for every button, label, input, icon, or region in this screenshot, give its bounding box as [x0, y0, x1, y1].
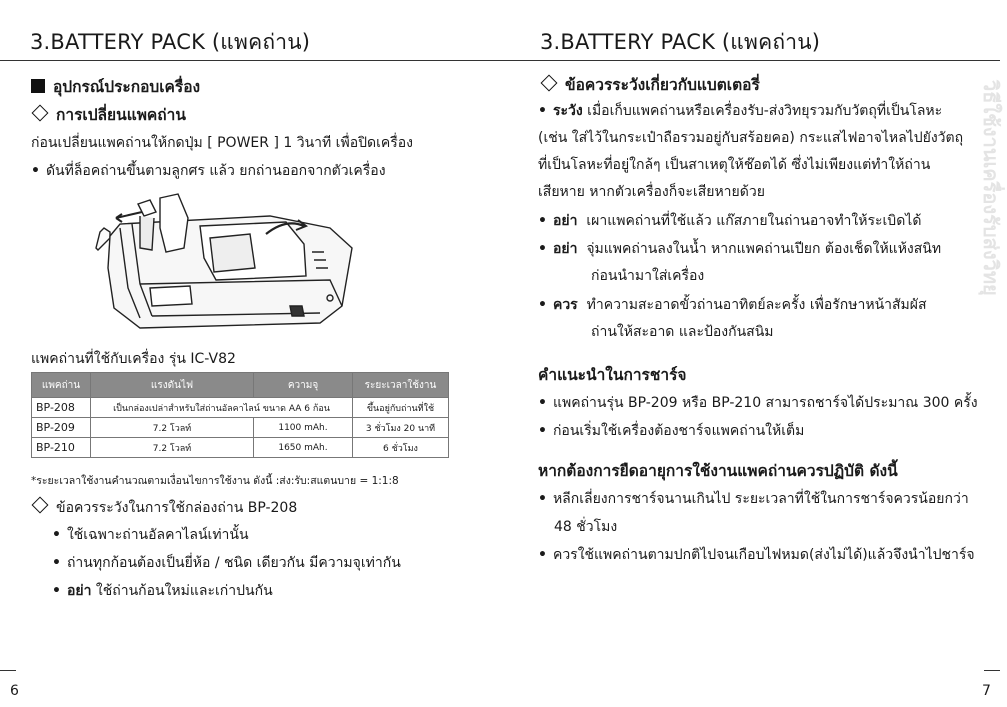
table-header-cell: ความจุ	[254, 373, 353, 398]
page-title: 3.BATTERY PACK (แพคถ่าน)	[30, 30, 311, 54]
rule-text: ทำความสะอาดขั้วถ่านอาทิตย์ละครั้ง เพื่อรักษาหน้าสัมผัส	[586, 297, 927, 313]
bullet-dot-icon: •	[538, 297, 547, 313]
side-watermark	[975, 80, 1003, 600]
bullet-dot-icon: •	[31, 163, 40, 179]
caution-line: เสียหาย หากตัวเครื่องก็จะเสียหายด้วย	[538, 184, 765, 200]
page-title: 3.BATTERY PACK (แพคถ่าน)	[540, 30, 821, 54]
bullet-dot-icon: •	[538, 241, 547, 257]
table-header-cell: แรงดันไฟ	[91, 373, 254, 398]
life-item-text: ควรใช้แพคถ่านตามปกติไปจนเกือบไฟหมด(ส่งไม่ได้)แล้วจึงนำไปชาร์จ	[552, 547, 975, 563]
table-cell: 3 ชั่วโมง 20 นาที	[353, 418, 449, 438]
charging-item-text: ก่อนเริ่มใช้เครื่องต้องชาร์จแพคถ่านให้เต็ม	[552, 423, 805, 439]
battery-caution-heading: ข้อควรระวังเกี่ยวกับแบตเตอรี่	[565, 76, 760, 94]
table-cell: BP-210	[32, 438, 91, 458]
instruction-2-row	[31, 160, 386, 182]
page-number: 7	[982, 683, 991, 699]
bullet-dot-icon: •	[52, 583, 61, 599]
rule-item	[538, 294, 927, 316]
diamond-bullet-icon	[541, 75, 558, 92]
footer-tick	[984, 670, 1000, 671]
table-row	[32, 398, 449, 418]
caution-item-text: ถ่านทุกก้อนต้องเป็นยี่ห้อ / ชนิด เดียวกัน มีความจุเท่ากัน	[66, 555, 401, 571]
life-item	[538, 544, 975, 566]
bullet-dot-icon: •	[538, 547, 547, 563]
bullet-dot-icon: •	[52, 527, 61, 543]
charging-item	[538, 420, 804, 442]
battery-life-heading: หากต้องการยืดอายุการใช้งานแพคถ่านควรปฏิบัติ ดังนี้	[538, 462, 898, 480]
bullet-dot-icon: •	[538, 491, 547, 507]
bullet-dot-icon: •	[538, 103, 547, 119]
radio-battery-illustration	[80, 188, 370, 338]
caution-line	[538, 100, 942, 122]
table-cell: 7.2 โวลท์	[91, 438, 254, 458]
table-cell: BP-209	[32, 418, 91, 438]
diamond-bullet-icon	[32, 105, 49, 122]
table-caption: แพคถ่านที่ใช้กับเครื่อง รุ่น IC-V82	[31, 351, 236, 367]
caution-item	[52, 552, 401, 574]
table-row	[32, 438, 449, 458]
charging-item-text: แพคถ่านรุ่น BP-209 หรือ BP-210 สามารถชาร์จได้ประมาณ 300 ครั้ง	[552, 395, 978, 411]
rule-text: เผาแพคถ่านที่ใช้แล้ว แก๊สภายในถ่านอาจทำให้ระเบิดได้	[586, 213, 922, 229]
rule-lead: อย่า	[552, 213, 578, 229]
life-item-continued: 48 ชั่วโมง	[554, 519, 618, 535]
rule-item	[538, 238, 941, 260]
life-item-text: หลีกเลี่ยงการชาร์จนานเกินไป ระยะเวลาที่ใช้ในการชาร์จควรน้อยกว่า	[552, 491, 969, 507]
table-cell: 7.2 โวลท์	[91, 418, 254, 438]
footnote: *ระยะเวลาใช้งานคำนวณตามเงื่อนไขการใช้งาน ดังนี้ :ส่ง:รับ:สแตนบาย = 1:1:8	[31, 475, 399, 487]
sub-heading: การเปลี่ยนแพคถ่าน	[56, 106, 186, 124]
charging-item	[538, 392, 978, 414]
table-cell: 1650 mAh.	[254, 438, 353, 458]
caution-lead: ระวัง	[552, 103, 583, 119]
title-rule	[500, 60, 1000, 61]
caution-item	[52, 524, 249, 546]
bullet-dot-icon: •	[538, 395, 547, 411]
table-header-row	[32, 373, 449, 398]
table-header-cell: ระยะเวลาใช้งาน	[353, 373, 449, 398]
table-cell: 6 ชั่วโมง	[353, 438, 449, 458]
table-cell: เป็นกล่องเปล่าสำหรับใส่ถ่านอัลคาไลน์ ขนาด AA 6 ก้อน	[91, 398, 353, 418]
life-item	[538, 488, 969, 510]
table-header-cell: แพคถ่าน	[32, 373, 91, 398]
caution-line: ที่เป็นโลหะที่อยู่ใกล้ๆ เป็นสาเหตุให้ช๊อตได้ ซึ่งไม่เพียงแต่ทำให้ถ่าน	[538, 157, 931, 173]
table-cell: ขึ้นอยู่กับถ่านที่ใช้	[353, 398, 449, 418]
instruction-2: ดันที่ล็อคถ่านขึ้นตามลูกศร แล้ว ยกถ่านออกจากตัวเครื่อง	[45, 163, 386, 179]
rule-lead: ควร	[552, 297, 578, 313]
caution-item-text: ใช้เฉพาะถ่านอัลคาไลน์เท่านั้น	[66, 527, 249, 543]
square-bullet-icon	[31, 79, 45, 93]
section-heading-row	[31, 74, 200, 99]
rule-text-continued: ก่อนนำมาใส่เครื่อง	[591, 268, 705, 284]
sub-heading-row	[31, 102, 186, 127]
rule-text-continued: ถ่านให้สะอาด และป้องกันสนิม	[591, 324, 774, 340]
charging-heading: คำแนะนำในการชาร์จ	[538, 366, 687, 384]
caution-line: (เช่น ใส่ไว้ในกระเป๋าถือรวมอยู่กับสร้อยคอ) กระแสไฟอาจไหลไปยังวัตถุ	[538, 130, 964, 146]
battery-spec-table	[31, 372, 449, 458]
left-page	[0, 0, 500, 707]
caution-heading-row	[31, 497, 297, 519]
footer-tick	[0, 670, 16, 671]
battery-caution-heading-row	[540, 72, 760, 97]
bullet-dot-icon: •	[538, 213, 547, 229]
table-row	[32, 418, 449, 438]
diamond-bullet-icon	[32, 497, 49, 514]
table-cell: 1100 mAh.	[254, 418, 353, 438]
bullet-dot-icon: •	[538, 423, 547, 439]
caution-heading: ข้อควรระวังในการใช้กล่องถ่าน BP-208	[56, 500, 298, 516]
caution-item-text: ใช้ถ่านก้อนใหม่และเก่าปนกัน	[95, 583, 273, 599]
caution-line-text: เมื่อเก็บแพคถ่านหรือเครื่องรับ-ส่งวิทยุรวมกับวัตถุที่เป็นโลหะ	[587, 103, 943, 119]
title-rule	[0, 60, 500, 61]
rule-text: จุ่มแพคถ่านลงในน้ำ หากแพคถ่านเปียก ต้องเช็ดให้แห้งสนิท	[586, 241, 942, 257]
table-cell: BP-208	[32, 398, 91, 418]
page-number: 6	[10, 683, 19, 699]
side-watermark-text: วิธีใช้งานเครื่องรับส่งวิทยุ	[979, 80, 1003, 296]
caution-item-lead: อย่า	[66, 583, 92, 599]
caution-item	[52, 580, 273, 602]
bullet-dot-icon: •	[52, 555, 61, 571]
instruction-1: ก่อนเปลี่ยนแพคถ่านให้กดปุ่ม [ POWER ] 1 วินาที เพื่อปิดเครื่อง	[31, 135, 413, 151]
rule-lead: อย่า	[552, 241, 578, 257]
right-page	[500, 0, 1000, 707]
rule-item	[538, 210, 921, 232]
section-heading: อุปกรณ์ประกอบเครื่อง	[53, 78, 201, 96]
